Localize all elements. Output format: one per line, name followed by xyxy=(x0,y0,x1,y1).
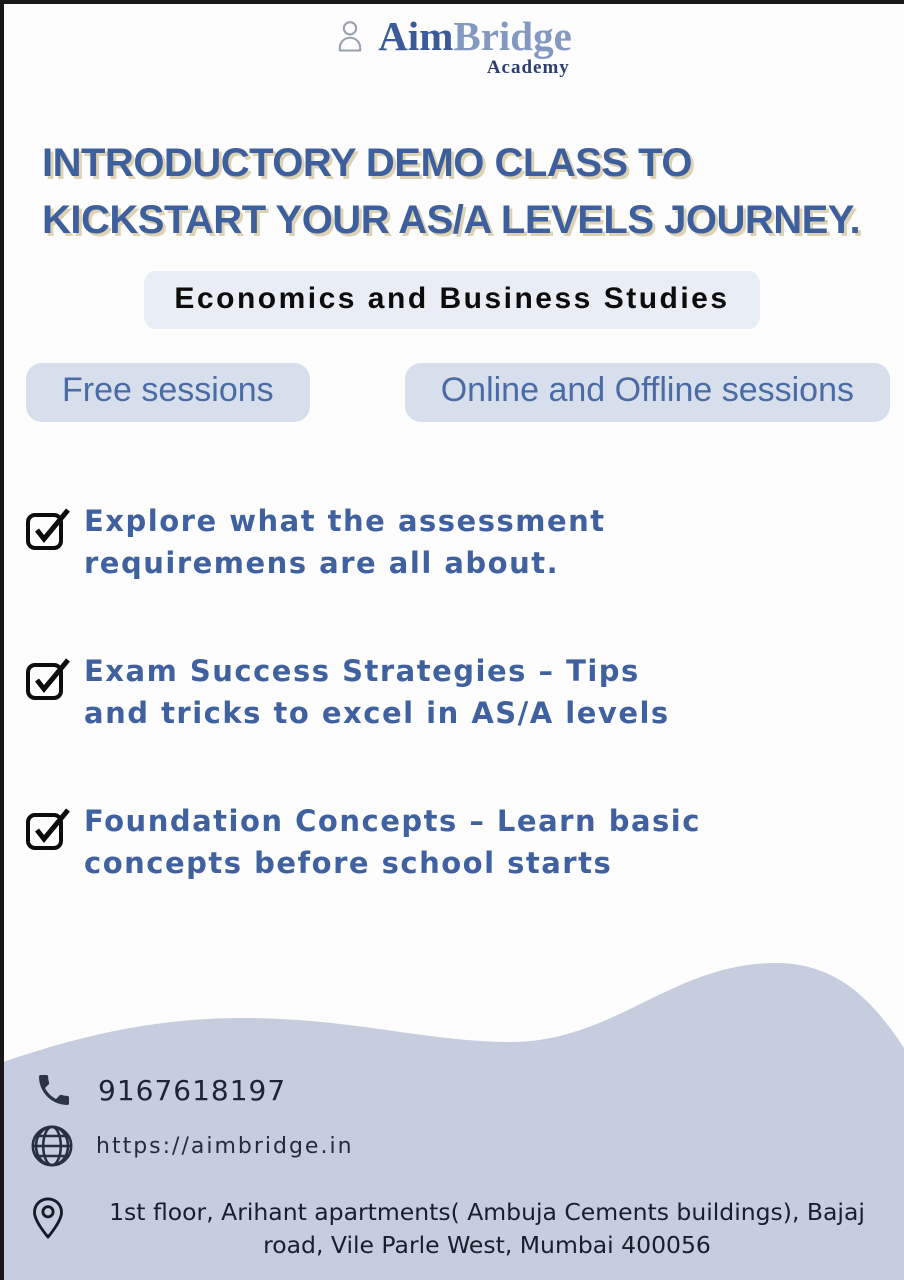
list-item xyxy=(24,500,904,584)
checked-checkbox-icon xyxy=(24,652,72,702)
list-item xyxy=(24,650,904,734)
phone-contact xyxy=(34,1070,286,1110)
subject-badge: Economics and Business Studies xyxy=(144,271,759,329)
checklist-item-text: Explore what the assessment requiremens are all about. xyxy=(84,503,606,580)
brand-name xyxy=(378,13,572,59)
website-contact xyxy=(28,1122,354,1170)
session-badges-row xyxy=(26,363,890,422)
address-text: 1st floor, Arihant apartments( Ambuja Cements buildings), Bajaj road, Vile Parle West, Mumbai 400056 xyxy=(109,1198,865,1259)
person-outline-icon xyxy=(332,19,368,55)
list-item xyxy=(24,800,904,884)
brand-subtitle: Academy xyxy=(486,57,570,78)
website-url: https://aimbridge.in xyxy=(96,1133,354,1159)
checklist xyxy=(24,500,904,884)
globe-icon xyxy=(28,1122,76,1170)
brand-name-secondary: Bridge xyxy=(453,13,572,59)
left-border xyxy=(0,0,4,1280)
checked-checkbox-icon xyxy=(24,802,72,852)
top-border xyxy=(0,0,904,4)
phone-number: 9167618197 xyxy=(98,1073,287,1107)
checklist-item-text: Exam Success Strategies – Tips and tricks to excel in AS/A levels xyxy=(84,653,670,730)
brand-name-primary: Aim xyxy=(378,13,454,59)
logo xyxy=(0,0,904,79)
checklist-item-text: Foundation Concepts – Learn basic concepts before school starts xyxy=(84,803,701,880)
online-offline-sessions-badge: Online and Offline sessions xyxy=(405,363,890,422)
main-heading: INTRODUCTORY DEMO CLASS TO KICKSTART YOUR AS/A LEVELS JOURNEY. xyxy=(42,141,861,242)
phone-icon xyxy=(34,1070,74,1110)
location-pin-icon xyxy=(30,1196,66,1242)
checked-checkbox-icon xyxy=(24,502,72,552)
address-block xyxy=(30,1196,896,1262)
free-sessions-badge: Free sessions xyxy=(26,363,310,422)
